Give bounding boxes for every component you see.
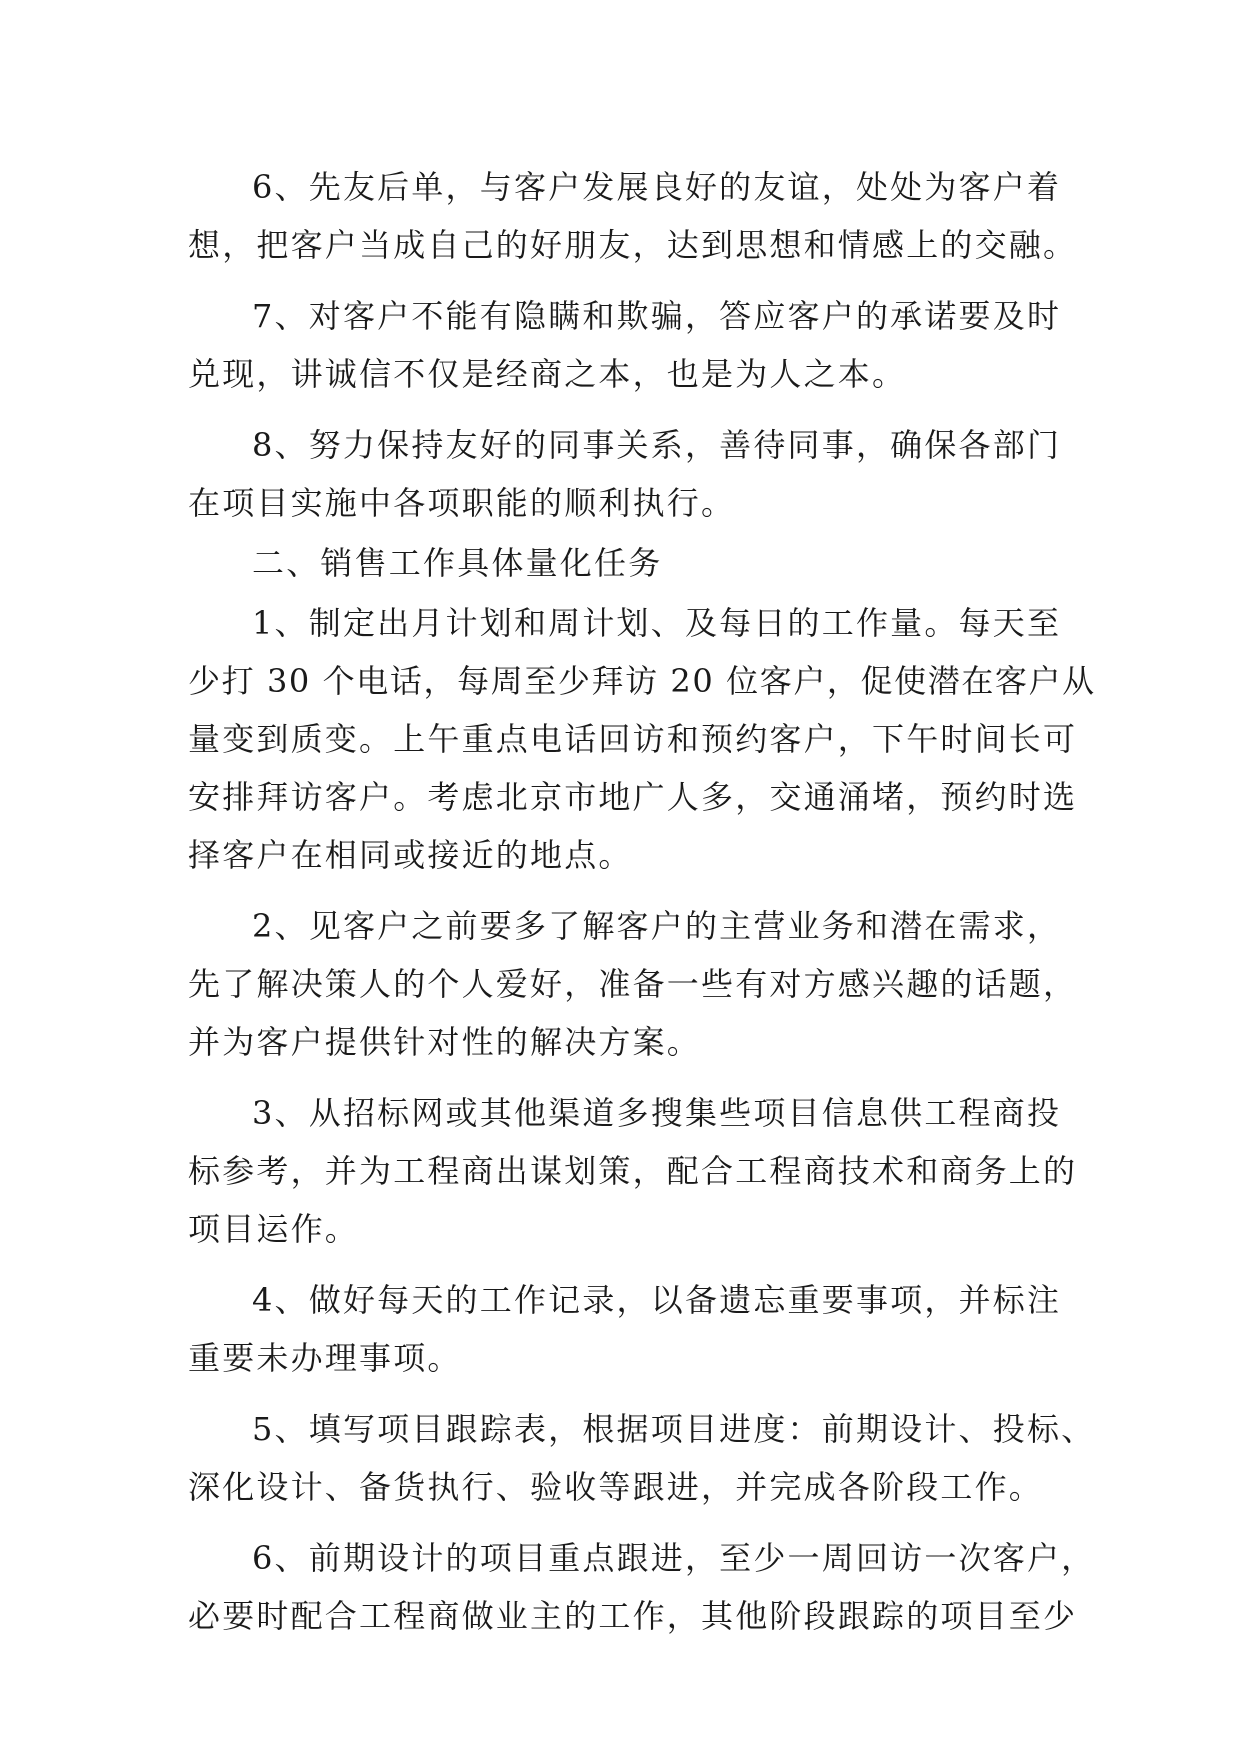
paragraph-task-4-records: [188, 1271, 1066, 1387]
paragraph-task-3-bidding: [188, 1084, 1078, 1258]
text-line: 6、前期设计的项目重点跟进，至少一周回访一次客户，: [252, 1539, 1096, 1577]
text-line: 1、制定出月计划和周计划、及每日的工作量。每天至: [252, 604, 1062, 642]
text-line: 8、努力保持友好的同事关系，善待同事，确保各部门: [252, 426, 1062, 464]
text-line: 兑现，讲诚信不仅是经商之本，也是为人之本。: [188, 355, 907, 393]
text-line: 标参考，并为工程商出谋划策，配合工程商技术和商务上的: [188, 1152, 1078, 1190]
text-line: 项目运作。: [188, 1210, 360, 1248]
text-line: 并为客户提供针对性的解决方案。: [188, 1023, 702, 1061]
paragraph-item-7-honesty: [188, 287, 1066, 403]
text-line: 少打 30 个电话，每周至少拜访 20 位客户，促使潜在客户从: [188, 662, 1096, 700]
text-line: 深化设计、备货执行、验收等跟进，并完成各阶段工作。: [188, 1468, 1044, 1506]
section-heading: [188, 534, 1066, 592]
text-line: 3、从招标网或其他渠道多搜集些项目信息供工程商投: [252, 1094, 1062, 1132]
text-line: 6、先友后单，与客户发展良好的友谊，处处为客户着: [252, 168, 1062, 206]
paragraph-task-6-followup: [188, 1529, 1096, 1645]
text-line: 想，把客户当成自己的好朋友，达到思想和情感上的交融。: [188, 226, 1078, 264]
text-line: 先了解决策人的个人爱好，准备一些有对方感兴趣的话题，: [188, 965, 1078, 1003]
text-line: 2、见客户之前要多了解客户的主营业务和潜在需求，: [252, 907, 1062, 945]
text-line: 5、填写项目跟踪表，根据项目进度：前期设计、投标、: [252, 1410, 1096, 1448]
paragraph-item-6-friendship: [188, 158, 1078, 274]
text-line: 必要时配合工程商做业主的工作，其他阶段跟踪的项目至少: [188, 1597, 1078, 1635]
text-line: 4、做好每天的工作记录，以备遗忘重要事项，并标注: [252, 1281, 1062, 1319]
text-line: 量变到质变。上午重点电话回访和预约客户，下午时间长可: [188, 720, 1078, 758]
text-line: 重要未办理事项。: [188, 1339, 462, 1377]
text-line: 7、对客户不能有隐瞒和欺骗，答应客户的承诺要及时: [252, 297, 1062, 335]
paragraph-task-5-tracking: [188, 1400, 1096, 1516]
text-line: 择客户在相同或接近的地点。: [188, 836, 633, 874]
paragraph-task-1-plan: [188, 594, 1096, 884]
document-body: [188, 158, 1096, 1645]
text-line: 安排拜访客户。考虑北京市地广人多，交通涌堵，预约时选: [188, 778, 1078, 816]
paragraph-task-2-research: [188, 897, 1078, 1071]
paragraph-item-8-colleagues: [188, 416, 1066, 532]
text-line: 在项目实施中各项职能的顺利执行。: [188, 484, 736, 522]
heading-text: 二、销售工作具体量化任务: [252, 544, 663, 582]
